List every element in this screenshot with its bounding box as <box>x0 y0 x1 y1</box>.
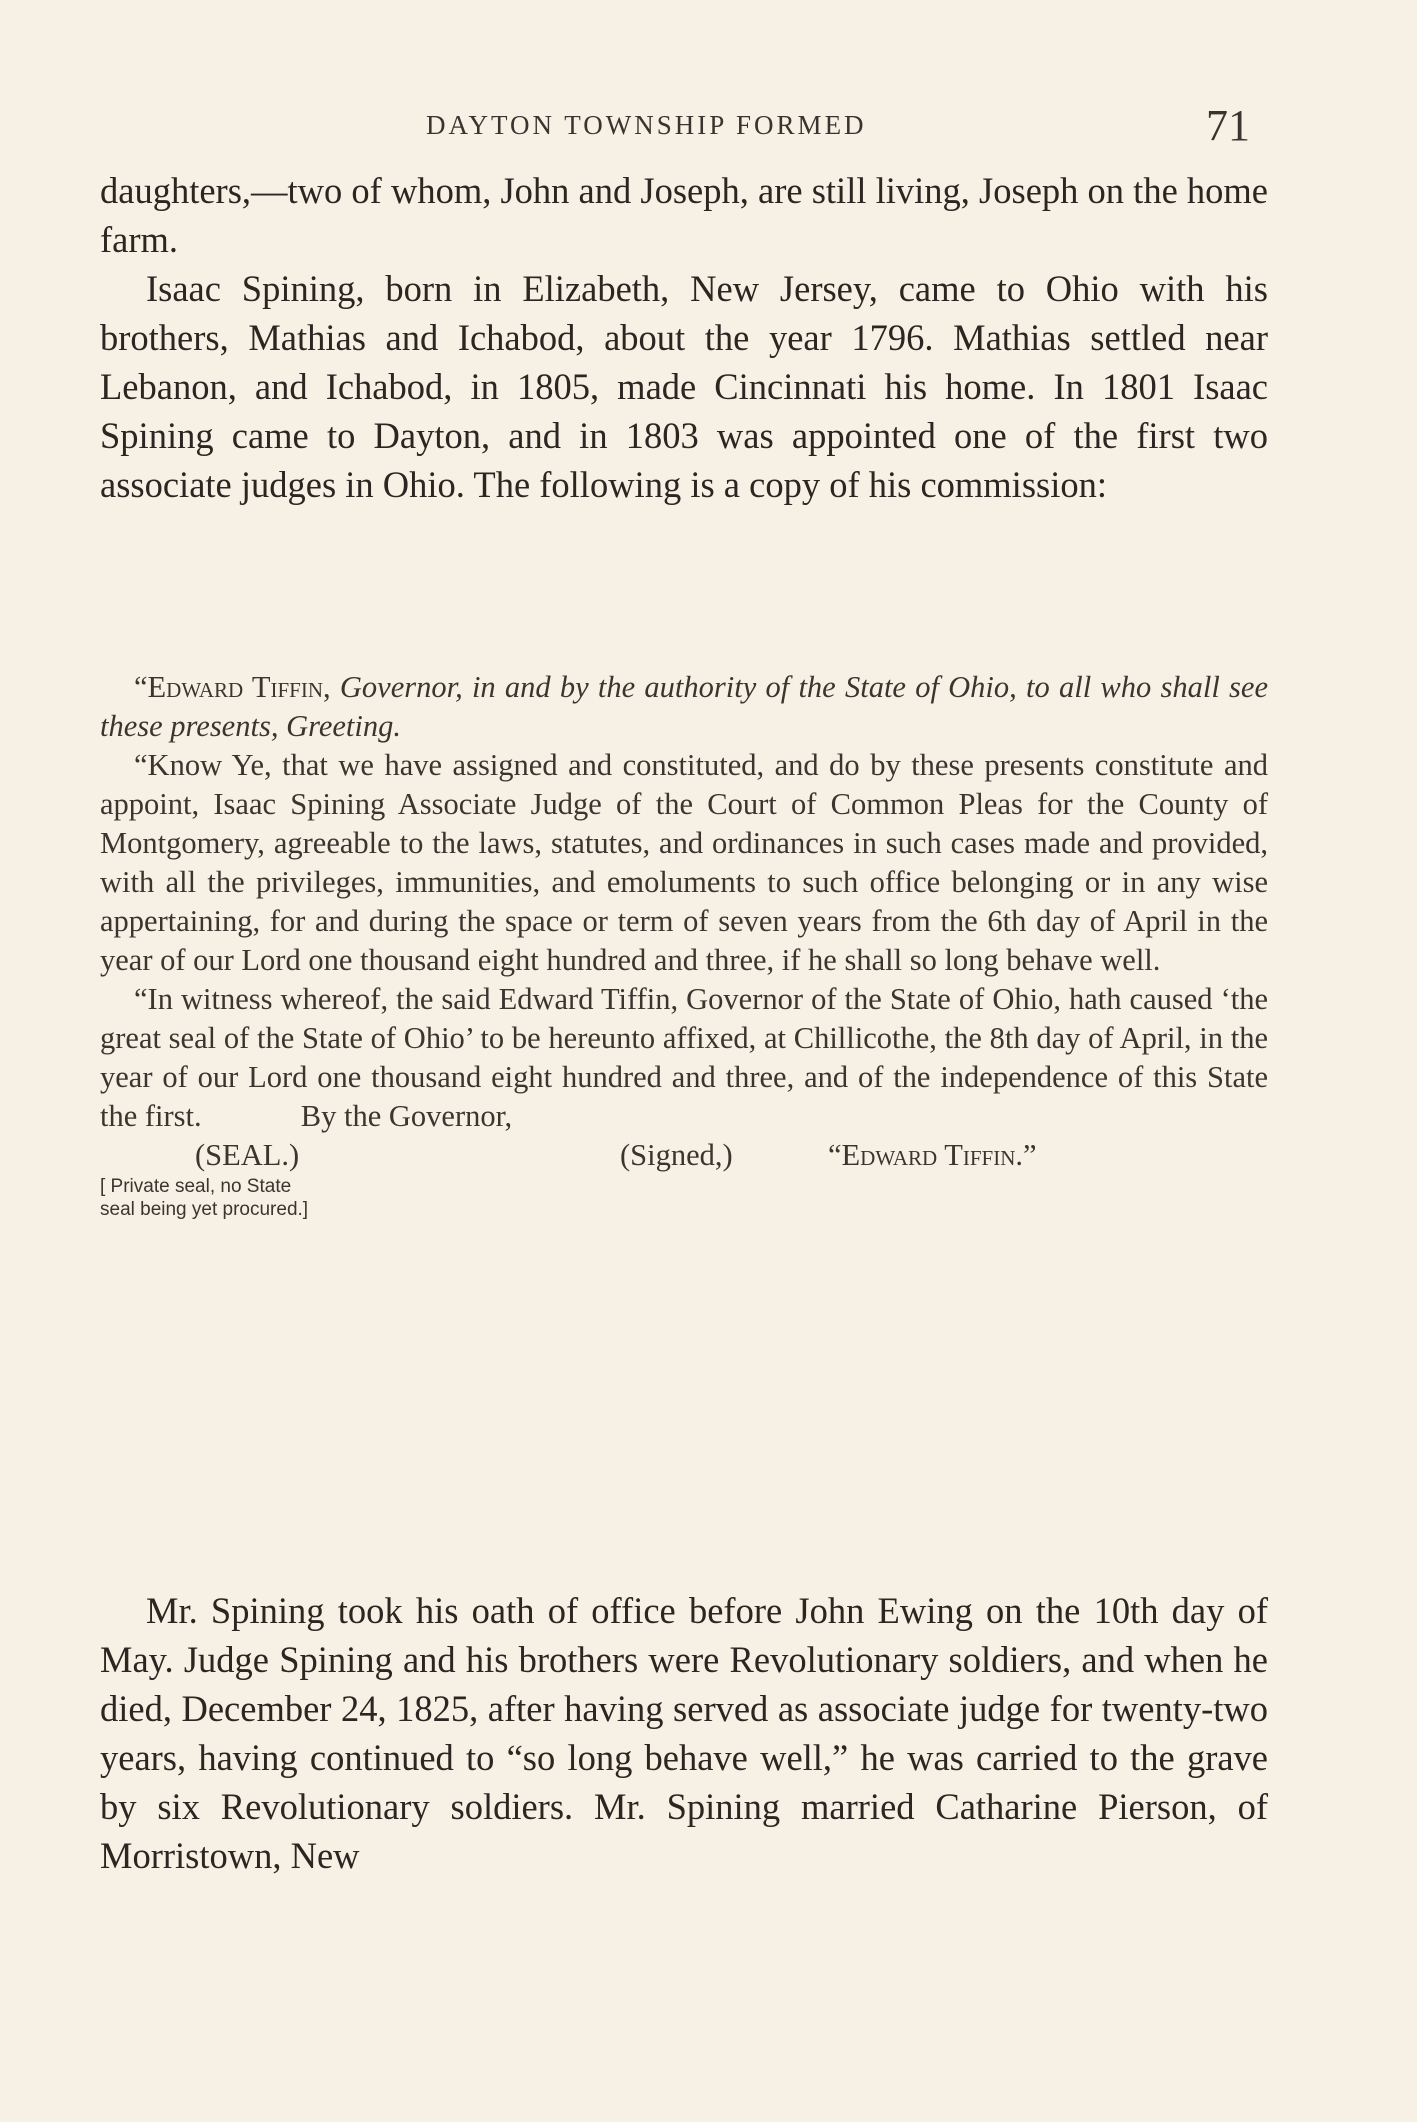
witness-text: “In witness whereof, the said Edward Tiffin, Governor of the State of Ohio, hath caused ‘the great seal of the State of Ohio’ to be hereunto affixed, at Chillicothe, the 8th day of April, in the year of our Lord one thousand eight hundred and three, and of the independence of this State the first. <box>100 982 1268 1133</box>
intro-paragraph-2: Isaac Spining, born in Elizabeth, New Jersey, came to Ohio with his brothers, Mathias and Ichabod, about the year 1796. Mathias settled near Lebanon, and Ichabod, in 1805, made Cincinnati his home. In 1801 Isaac Spining came to Dayton, and in 1803 was appointed one of the first two associate judges in Ohio. The following is a copy of his commission: <box>100 268 1268 505</box>
signed-label: (Signed,) <box>620 1138 733 1172</box>
by-governor: By the Governor, <box>300 1099 513 1133</box>
page-number: 71 <box>1206 101 1250 150</box>
seal-line <box>100 1136 1268 1175</box>
running-title: DAYTON TOWNSHIP FORMED <box>426 110 867 140</box>
commission-quote <box>100 668 1268 1221</box>
commission-paragraph-2: “Know Ye, that we have assigned and constituted, and do by these presents constitute and appoint, Isaac Spining Associate Judge of the Court of Common Pleas for the County of Montgomery, agreeable to the laws, statutes, and ordinances in such cases made and provided, with all the privileges, immunities, and emoluments to such office belonging or in any wise appertaining, for and during the space or term of seven years from the 6th day of April in the year of our Lord one thousand eight hundred and three, if he shall so long behave well. <box>100 748 1268 977</box>
signature: “Edward Tiffin.” <box>828 1138 1037 1172</box>
commission-paragraph-3 <box>100 980 1268 1136</box>
running-head <box>0 101 1417 154</box>
salutation-text: Governor, in and by the authority of the State of Ohio, to all who shall see these presents, Greeting. <box>100 670 1269 743</box>
commission-salutation <box>100 668 1268 746</box>
closing-section <box>100 1586 1268 1880</box>
intro-section <box>100 166 1268 509</box>
seal-note <box>100 1175 1268 1221</box>
seal-note-line-1: [ Private seal, no State <box>100 1176 292 1197</box>
intro-paragraph-1: daughters,—two of whom, John and Joseph, are still living, Joseph on the home farm. <box>100 170 1268 260</box>
seal-note-line-2: seal being yet procured.] <box>100 1199 309 1220</box>
salutation-name: “Edward Tiffin, <box>134 670 331 704</box>
seal-label: (SEAL.) <box>195 1138 300 1172</box>
closing-paragraph: Mr. Spining took his oath of office before John Ewing on the 10th day of May. Judge Spining and his brothers were Revolutionary soldiers, and when he died, December 24, 1825, after having served as associate judge for twenty-two years, having continued to “so long behave well,” he was carried to the grave by six Revolutionary soldiers. Mr. Spining married Catharine Pierson, of Morristown, New <box>100 1590 1268 1876</box>
